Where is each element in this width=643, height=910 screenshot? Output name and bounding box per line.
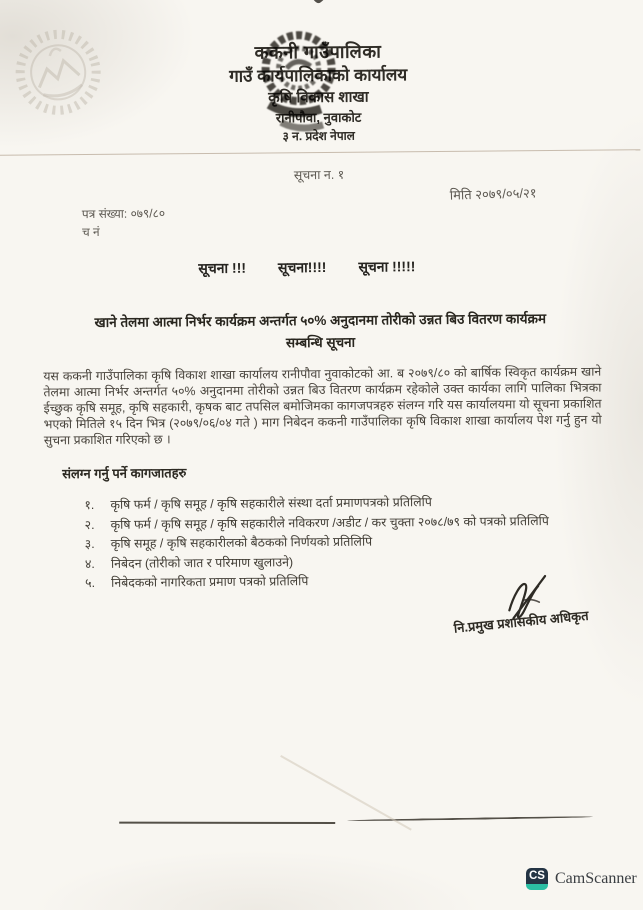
list-item-number: ५. [85, 575, 96, 591]
letter-date: मिति २०७९/०५/२१ [449, 185, 537, 203]
signatory-title: नि.प्रमुख प्रशासकीय अधिकृत [453, 607, 590, 636]
notice-subject [49, 308, 592, 357]
notice-banner-word-1: सूचना !!! [198, 259, 247, 277]
notice-number: सूचना न. १ [293, 167, 345, 183]
list-item-text: निबेदन (तोरीको जात र परिमाण खुलाउने) [110, 554, 294, 571]
office-province-line: ३ न. प्रदेश नेपाल [282, 128, 355, 144]
list-item-number: २. [84, 517, 95, 532]
notice-body-paragraph: यस ककनी गाउँपालिका कृषि विकाश शाखा कार्यालय रानीपौवा नुवाकोटको आ. ब २०७९/८० को बार्षिक स्विकृत कार्यक्रम खाने तेलमा आत्मा निर्भर अन्तर्गत ५०% अनुदानमा तोरीको उन्नत बिउ वितरण कार्यक्रम रहेकोले उक्त कार्यका लागि पालिका भित्रका ईच्छुक कृषि समूह, कृषि सहकारी, कृषक बाट तपसिल बमोजिमका कागजपत्रहरु संलग्न गरि यस कार्यालयमा यो सूचना प्रकाशित भएको मितिले १५ दिन भित्र (२०७९/०६/०४ गते ) माग निबेदन ककनी गाउँपालिका कृषि विकाश शाखा कार्यालय पेश गर्नु हुन यो सुचना प्रकाशित गरिएको छ । [43, 364, 602, 448]
list-item-text: कृषि फर्म / कृषि समूह / कृषि सहकारीले नविकरण /अडीट / कर चुक्ता २०७८/७९ को पत्रको प्रतिलिपि [110, 513, 549, 532]
chalani-number: च नं [81, 224, 100, 240]
camscanner-logo-icon: CS [526, 868, 548, 890]
letter-reference-number: पत्र संख्या: ०७९/८० [81, 206, 166, 222]
attachments-heading: संलग्न गर्नु पर्ने कागजातहरु [62, 465, 187, 482]
list-item-number: ४. [84, 556, 95, 571]
notice-banner-word-3: सूचना !!!!! [358, 258, 416, 275]
office-name-line-2: गाउँ कार्यपालिकाको कार्यालय [229, 65, 408, 86]
office-branch-line: कृषि विकास शाखा [268, 88, 369, 107]
camscanner-label: CamScanner [555, 870, 637, 887]
list-item-text: कृषि समूह / कृषि सहकारीलको बैठकको निर्णयको प्रतिलिपि [110, 534, 373, 551]
ink-stamp [246, 28, 359, 141]
bottom-rule-left [119, 822, 335, 824]
notice-banner-word-2: सूचना!!!! [277, 258, 327, 276]
header-divider [0, 149, 640, 156]
list-item-text: कृषि फर्म / कृषि समूह / कृषि सहकारीले संस्था दर्ता प्रमाणपत्रको प्रतिलिपि [110, 495, 432, 512]
office-name-line-1: ककनी गाउँपालिका [254, 41, 382, 63]
office-address-line: रानीपौवा, नुवाकोट [275, 109, 362, 126]
bottom-rule-right [347, 816, 593, 822]
list-item-text: निबेदकको नागरिकता प्रमाण पत्रको प्रतिलिपि [111, 574, 309, 590]
subject-line-2: सम्बन्धि सूचना [285, 334, 356, 351]
paper-crease [280, 755, 412, 831]
camscanner-watermark [526, 868, 637, 890]
notice-banner [198, 257, 415, 278]
scan-artifact-mark [308, 0, 330, 10]
list-item-number: १. [84, 497, 95, 513]
list-item-number: ३. [84, 536, 95, 552]
subject-line-1: खाने तेलमा आत्मा निर्भर कार्यक्रम अन्तर्गत ५०% अनुदानमा तोरीको उन्नत बिउ वितरण कार्यक्रम [94, 311, 547, 330]
